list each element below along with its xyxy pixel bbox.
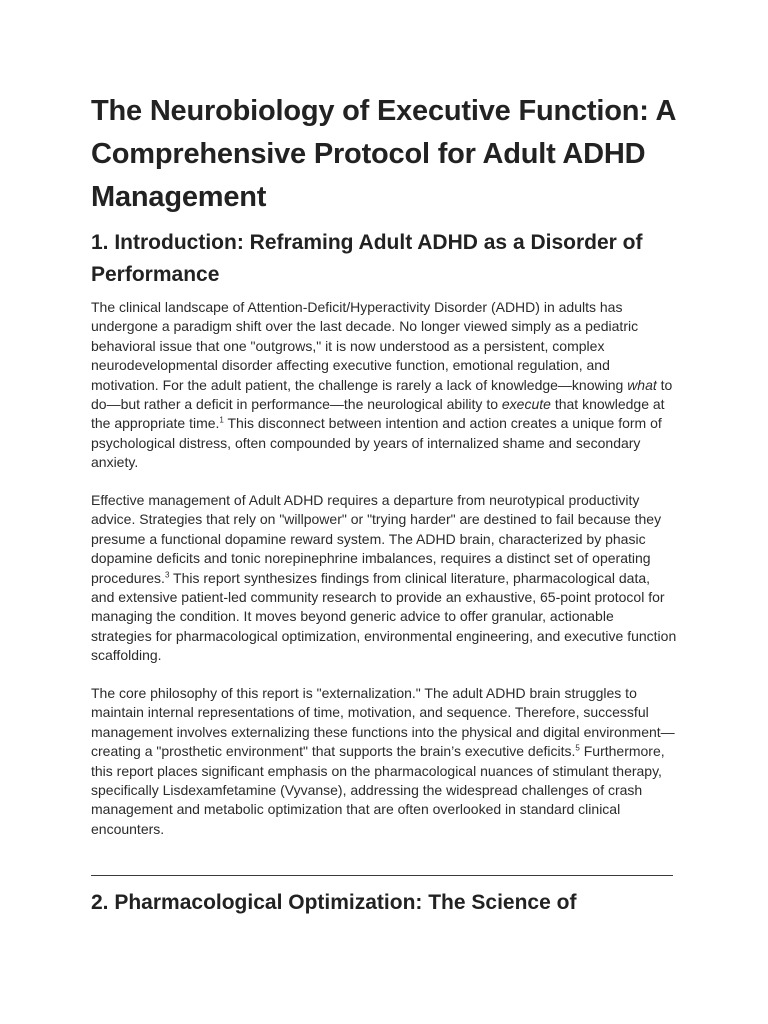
paragraph-text: This report synthesizes findings from clinical literature, pharmacological data, and extensive patient-led community research to provide an exhaustive, 65-point protocol for managing the condition. It moves beyond generic advice to offer granular, actionable strategies for pharmacological optimization, environmental engineering, and executive function scaffolding. [91,569,677,664]
footnote-ref-1[interactable]: 1 [219,415,224,425]
paragraph-text: Effective management of Adult ADHD requires a departure from neurotypical productivity advice. Strategies that rely on "willpower" or "trying harder" are destined to fail because they presume a functional dopamine reward system. The ADHD brain, characterized by phasic dopamine deficits and tonic norepinephrine imbalances, requires a distinct set of operating procedures. [91,492,662,586]
footnote-ref-3[interactable]: 3 [164,569,170,579]
section-divider [91,875,673,876]
paragraph-text: Furthermore, this report places significant emphasis on the pharmacological nuances of stimulant therapy, specifically Lisdexamfetamine (Vyvanse), addressing the widespread challenges of crash management and metabolic optimization that are often overlooked in standard clinical encounters. [91,743,665,837]
document-title: The Neurobiology of Executive Function: A Comprehensive Protocol for Adult ADHD Management [91,95,676,213]
paragraph-text: to do—but rather a deficit in performance—the neurological ability to [91,376,673,413]
intro-paragraph-3 [91,684,677,839]
emphasis-execute: execute [501,396,551,413]
paragraph-text: The clinical landscape of Attention-Deficit/Hyperactivity Disorder (ADHD) in adults has undergone a paradigm shift over the last decade. No longer viewed simply as a pediatric behavioral issue that one "outgrows," it is now understood as a persistent, complex neurodevelopmental disorder affecting executive function, emotional regulation, and motivation. For the adult patient, the challenge is rarely a lack of knowledge—knowing [91,299,639,393]
intro-paragraph-2 [91,491,677,666]
section-heading-pharmacological: 2. Pharmacological Optimization: The Science of [91,891,577,914]
footnote-ref-5[interactable]: 5 [575,743,580,753]
paragraph-text: The core philosophy of this report is "externalization." The adult ADHD brain struggles to maintain internal representations of time, motivation, and sequence. Therefore, successful management involves externalizing these functions into the physical and digital environment—creating a "prosthetic environment" that supports the brain’s executive deficits. [91,685,675,760]
paragraph-text: that knowledge at the appropriate time. [91,396,665,432]
paragraph-text: This disconnect between intention and action creates a unique form of psychological distress, often compounded by years of internalized shame and secondary anxiety. [91,415,662,471]
intro-paragraph-1 [91,298,677,473]
emphasis-what: what [627,376,657,393]
section-heading-introduction: 1. Introduction: Reframing Adult ADHD as a Disorder of Performance [91,231,643,286]
